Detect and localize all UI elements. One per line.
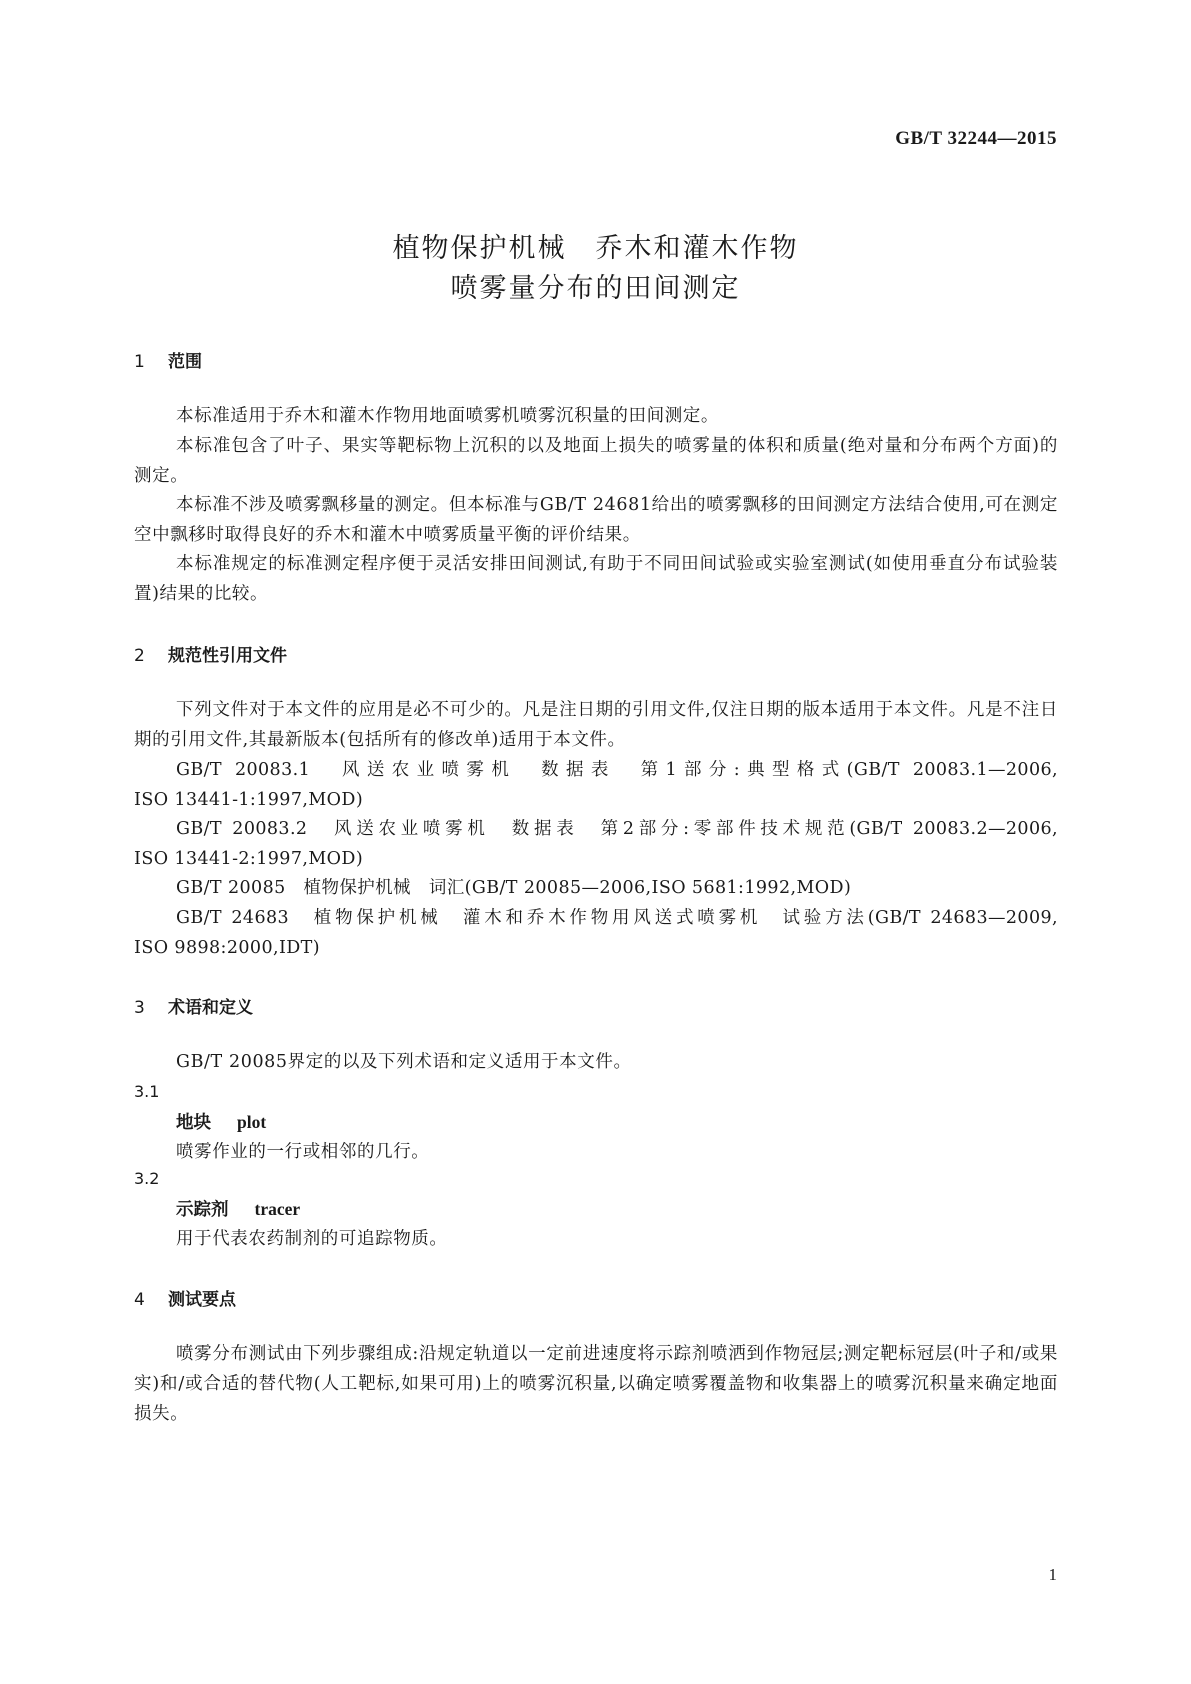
section-1-paragraph: 本标准规定的标准测定程序便于灵活安排田间测试,有助于不同田间试验或实验室测试(如使用垂直分布试验装置)结果的比较。	[134, 554, 1058, 604]
term-definition: 喷雾作业的一行或相邻的几行。	[176, 1142, 430, 1162]
section-title: 术语和定义	[168, 998, 253, 1018]
title-line-2: 喷雾量分布的田间测定	[450, 273, 741, 304]
term-chinese: 示踪剂	[176, 1200, 229, 1220]
page-number: 1	[1048, 1565, 1057, 1584]
reference-line-1: GB/T 24683 植物保护机械 灌木和乔木作物用风送式喷雾机 试验方法(GB/T 24683—2009,	[176, 908, 1058, 928]
term-chinese: 地块	[176, 1113, 211, 1133]
section-number: 1	[134, 352, 145, 372]
reference-entry	[134, 903, 1058, 963]
term-number: 3.2	[134, 1169, 160, 1188]
section-1-paragraph: 本标准包含了叶子、果实等靶标物上沉积的以及地面上损失的喷雾量的体积和质量(绝对量和分布两个方面)的测定。	[134, 436, 1058, 486]
section-3-heading	[134, 993, 253, 1018]
term-number: 3.1	[134, 1082, 160, 1101]
section-1-heading	[134, 347, 202, 372]
standard-code: GB/T 32244—2015	[895, 128, 1057, 149]
reference-entry	[134, 814, 1058, 874]
section-2-intro: 下列文件对于本文件的应用是必不可少的。凡是注日期的引用文件,仅注日期的版本适用于本文件。凡是不注日期的引用文件,其最新版本(包括所有的修改单)适用于本文件。	[134, 700, 1058, 750]
reference-line-2: ISO 9898:2000,IDT)	[134, 938, 320, 958]
term-name	[176, 1196, 300, 1221]
reference-line-1: GB/T 20083.2 风送农业喷雾机 数据表 第2部分:零部件技术规范(GB/T 20083.2—2006,	[176, 819, 1058, 839]
term-english: plot	[237, 1112, 267, 1132]
section-title: 测试要点	[168, 1290, 236, 1310]
reference-line-2: ISO 13441-1:1997,MOD)	[134, 790, 364, 810]
section-4-heading	[134, 1285, 236, 1310]
title-line-1: 植物保护机械 乔木和灌木作物	[392, 233, 799, 264]
term-english: tracer	[254, 1199, 301, 1219]
section-number: 3	[134, 998, 145, 1018]
section-title: 范围	[168, 352, 202, 372]
section-title: 规范性引用文件	[168, 646, 287, 666]
term-name	[176, 1109, 266, 1134]
reference-line-2: ISO 13441-2:1997,MOD)	[134, 849, 364, 869]
section-number: 2	[134, 646, 145, 666]
section-number: 4	[134, 1290, 145, 1310]
reference-entry	[134, 755, 1058, 815]
section-3-intro: GB/T 20085界定的以及下列术语和定义适用于本文件。	[176, 1052, 632, 1072]
section-1-paragraph: 本标准不涉及喷雾飘移量的测定。但本标准与GB/T 24681给出的喷雾飘移的田间测定方法结合使用,可在测定空中飘移时取得良好的乔木和灌木中喷雾质量平衡的评价结果。	[134, 495, 1058, 545]
reference-line-1: GB/T 20083.1 风送农业喷雾机 数据表 第1部分:典型格式(GB/T 20083.1—2006,	[176, 760, 1058, 780]
section-2-heading	[134, 641, 287, 666]
section-1-paragraph: 本标准适用于乔木和灌木作物用地面喷雾机喷雾沉积量的田间测定。	[176, 406, 719, 426]
document-title	[0, 229, 1191, 309]
term-definition: 用于代表农药制剂的可追踪物质。	[176, 1229, 448, 1249]
reference-entry: GB/T 20085 植物保护机械 词汇(GB/T 20085—2006,ISO 5681:1992,MOD)	[176, 878, 852, 898]
section-4-paragraph: 喷雾分布测试由下列步骤组成:沿规定轨道以一定前进速度将示踪剂喷洒到作物冠层;测定靶标冠层(叶子和/或果实)和/或合适的替代物(人工靶标,如果可用)上的喷雾沉积量,以确定喷雾覆盖物和收集器上的喷雾沉积量来确定地面损失。	[134, 1344, 1058, 1424]
